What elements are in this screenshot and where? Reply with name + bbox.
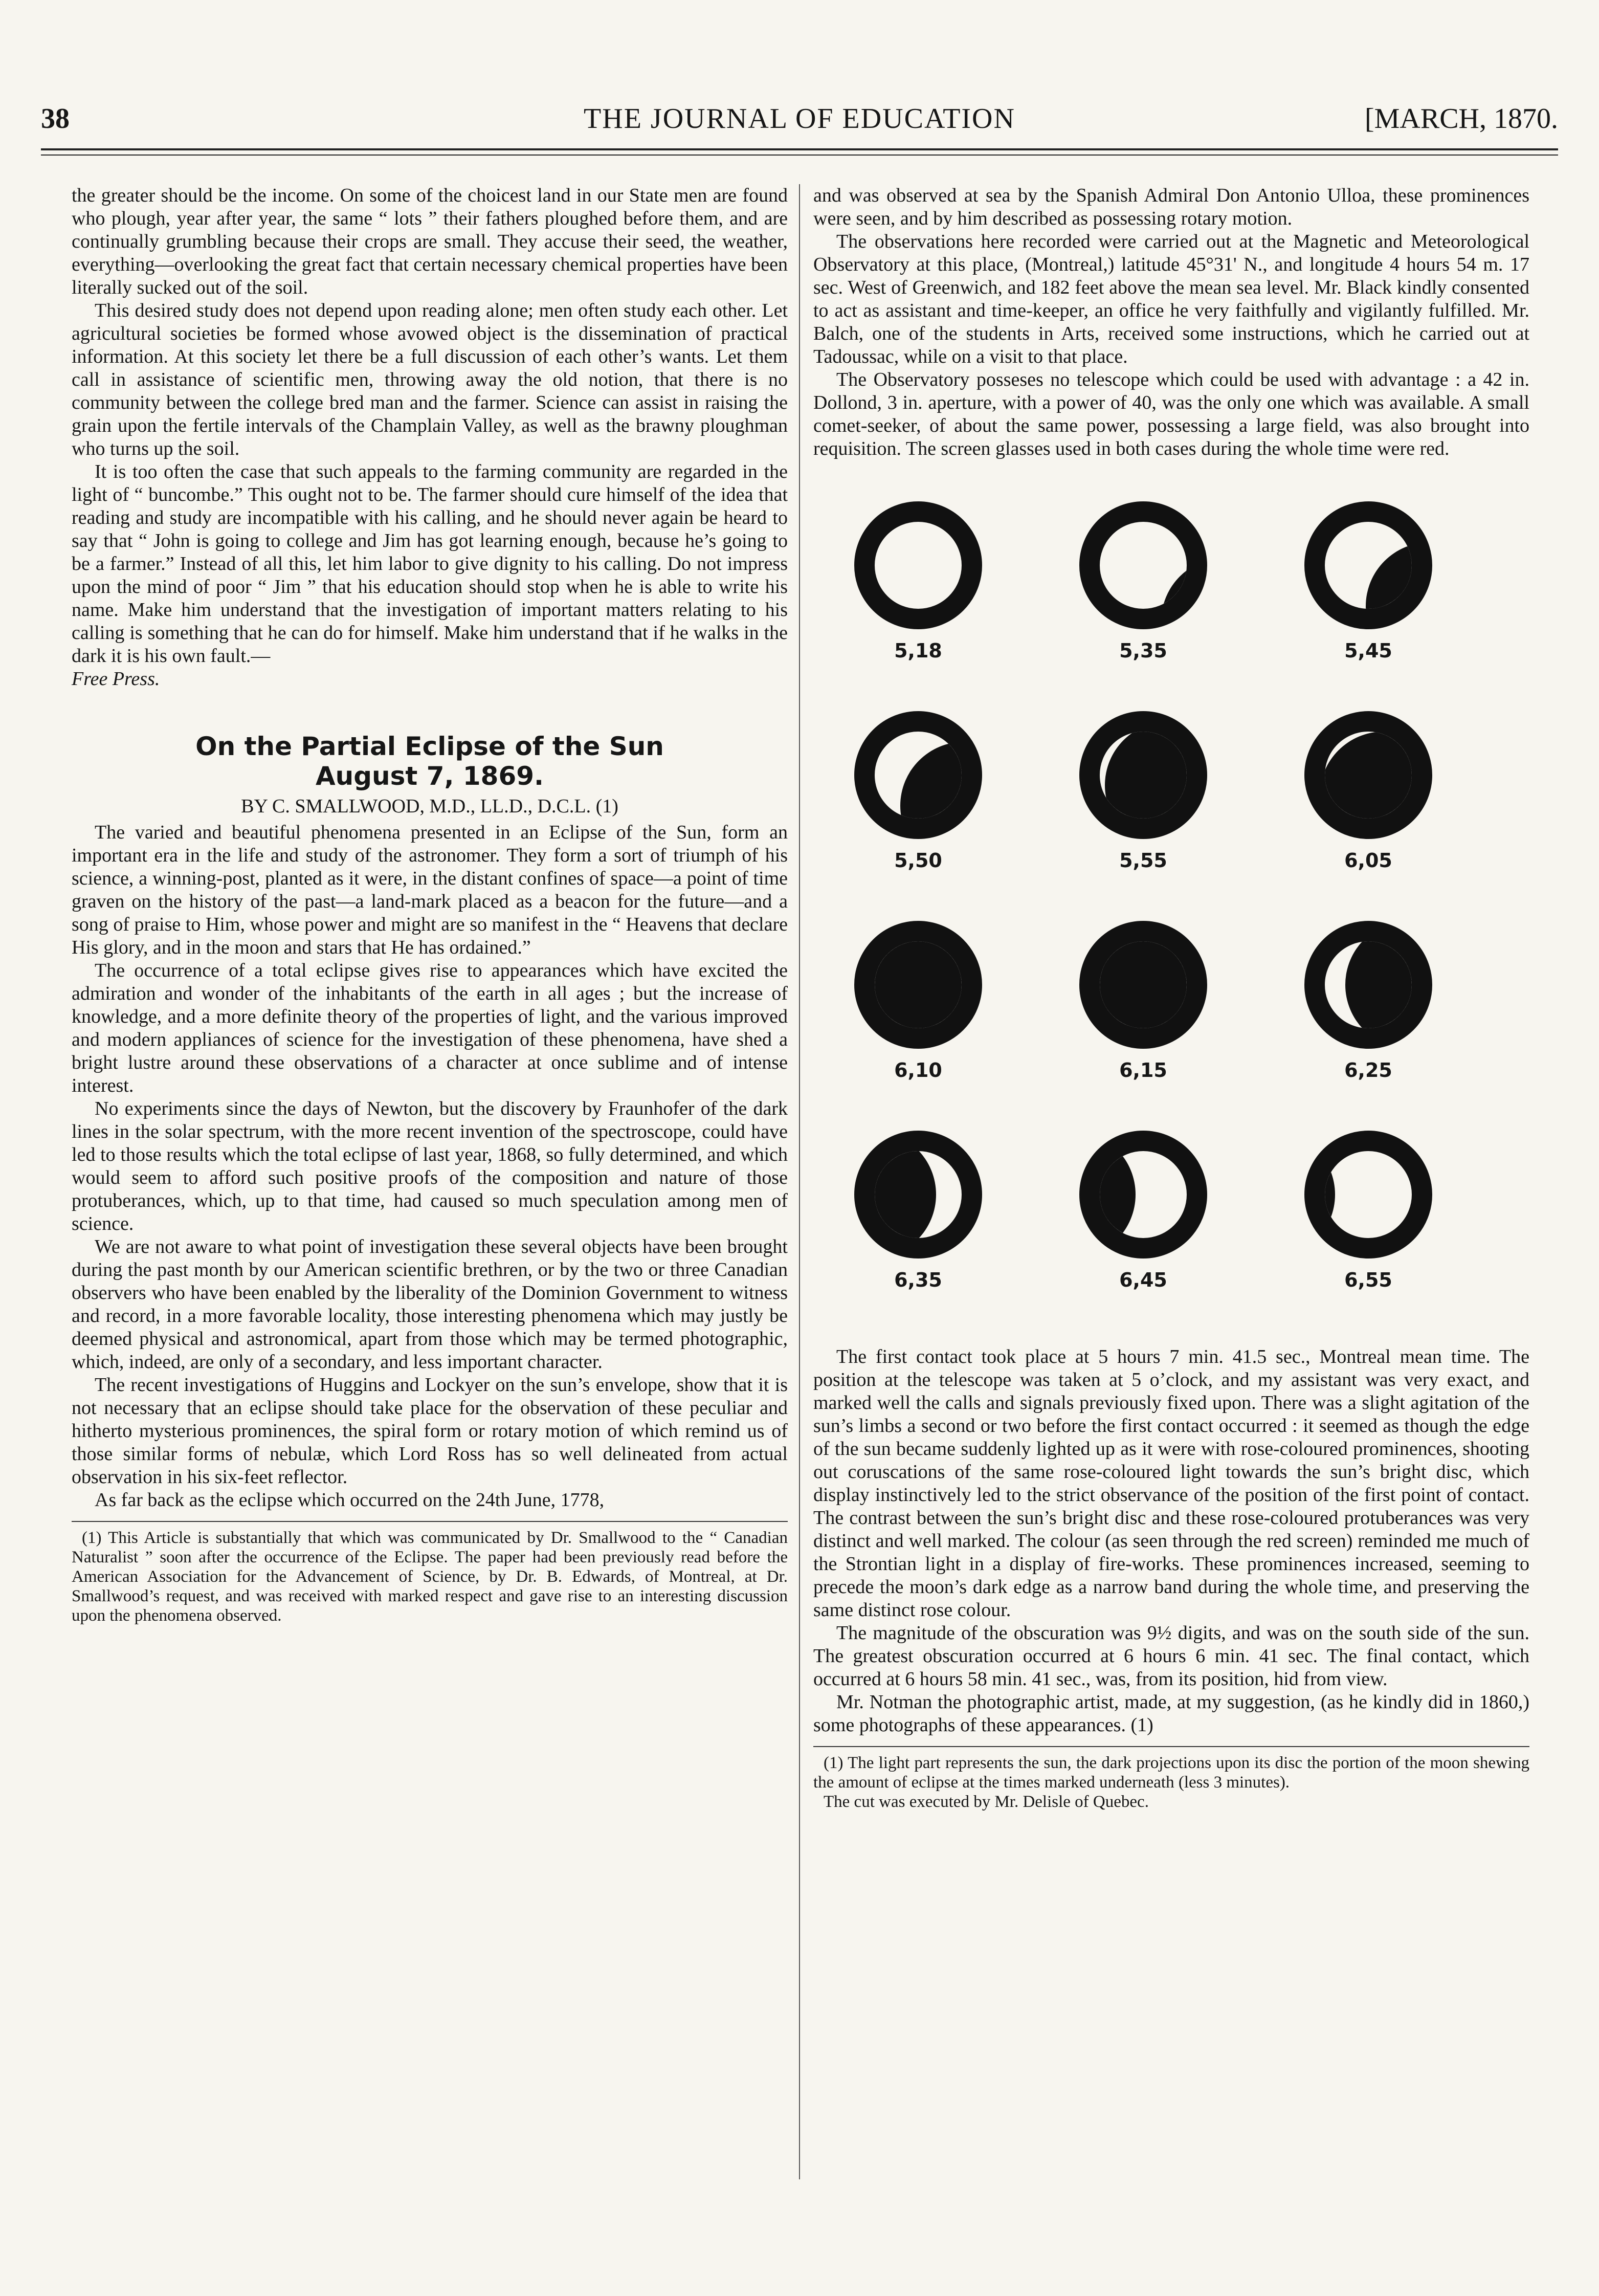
eclipse-phase-label: 5,55 [1119,849,1167,872]
paragraph: Mr. Notman the photographic artist, made, at my suggestion, (as he kindly did in 1860,) some photographs of these appearances. (1) [813,1691,1529,1736]
eclipse-phase-disc [1304,921,1432,1049]
eclipse-phase-label: 5,50 [894,849,942,872]
eclipse-phase-label: 6,15 [1119,1059,1167,1081]
paragraph: The occurrence of a total eclipse gives rise to appearances which have excited the admiration and wonder of the inhabitants of the earth in all ages ; but the increase of knowledge, and a more definite theory of the properties of light, and the various improved and modern appliances of science for the investigation of these phenomena, have shed a bright lustre around these observations of a character at once sublime and of intense interest. [72,960,788,1096]
issue-date: [MARCH, 1870. [1364,103,1558,135]
footnote [813,1746,1529,1812]
moon-shadow [962,573,982,629]
moon-shadow [1079,1131,1136,1259]
footnote-text: (1) The light part represents the sun, the dark projections upon its disc the portion of the moon shewing the amount of eclipse at the times marked underneath (less 3 minutes). [813,1754,1529,1792]
footnote-text: (1) This Article is substantially that which was communicated by Dr. Smallwood to the “ Canadian Naturalist ” soon after the occurrence of the Eclipse. The paper had been previously read before the American Association for the Advancement of Science, by Dr. B. Edwards, of Montreal, at Dr. Smallwood’s request, and was received with marked respect and gave rise to an interesting discussion upon the phenomena observed. [72,1529,788,1625]
paragraph: As far back as the eclipse which occurred on the 24th June, 1778, [95,1489,605,1511]
eclipse-phase-disc [1304,501,1432,629]
eclipse-phase-disc [854,711,982,839]
moon-shadow [1079,921,1202,1044]
eclipse-phase-disc [854,501,982,629]
moon-shadow [1320,732,1432,839]
paragraph: The varied and beautiful phenomena presented in an Eclipse of the Sun, form an important era in the life and study of the astronomer. They form a sort of triumph of his science, a winning-post, planted as it were, in the distant confines of space—a point of time graven on the history of the past—a land-mark placed as a beacon for the future—and a song of praise to Him, whose power and might are so manifest in the “ Heavens that declare His glory, and in the moon and stars that He has ordained.” [72,822,788,958]
eclipse-phase-label: 6,55 [1344,1269,1392,1291]
header-rule-thin [41,154,1558,156]
eclipse-phase-disc [854,921,982,1049]
paragraph: We are not aware to what point of investigation these several objects have been brought during the past month by our American scientific brethren, or by the two or three Canadian observers who have been enabled by the liberality of the Dominion Government to witness and record, in a more favorable locality, those interesting phenomena which may justly be deemed physical and astronomical, apart from those which may be termed photographic, which, indeed, are only of a secondary, and less important character. [72,1236,788,1373]
eclipse-figure [813,486,1529,1335]
journal-title: THE JOURNAL OF EDUCATION [584,103,1015,135]
eclipse-phase-label: 6,25 [1344,1059,1392,1081]
moon-shadow [1366,542,1432,629]
paragraph: and was observed at sea by the Spanish Admiral Don Antonio Ulloa, these prominences were seen, and by him described as possessing rotary motion. [813,185,1529,229]
eclipse-phase-disc [1079,711,1207,839]
article-title-line2: August 7, 1869. [315,761,544,791]
right-column [813,184,1529,1812]
eclipse-phase-label: 6,10 [894,1059,942,1081]
left-column [72,184,788,1625]
moon-shadow [1304,1131,1335,1259]
eclipse-phase-disc [854,1131,982,1259]
source-name: Free Press. [72,668,160,690]
paragraph: It is too often the case that such appeals to the farming community are regarded in the light of “ buncombe.” This ought not to be. The farmer should cure himself of the idea that reading and study are incompatible with his calling, and he should never again be heard to say that “ John is going to college and Jim has got learning enough, because he’s going to be a farmer.” Instead of all this, let him labor to give dignity to his calling. Do not impress upon the mind of poor “ Jim ” that his education should stop when he is able to write his name. Make him understand that the investigation of important matters relating to his calling is something that he can do for himself. Make him understand that if he walks in the dark it is his own fault.— [72,461,788,667]
eclipse-phase-label: 5,45 [1344,639,1392,662]
paragraph: The recent investigations of Huggins and Lockyer on the sun’s envelope, show that it is not necessary that an eclipse should take place for the observation of these peculiar and hitherto mysterious prominences, the spiral form or rotary motion of which remind us of those similar forms of nebulæ, which Lord Ross has so well delineated from actual observation in his six-feet reflector. [72,1374,788,1488]
eclipse-phase-disc [1079,921,1207,1049]
eclipse-phase-disc [1304,1131,1432,1259]
paragraph: The magnitude of the obscuration was 9½ digits, and was on the south side of the sun. The greatest obscuration occurred at 6 hours 6 min. 41 sec. The final contact, which occurred at 6 hours 58 min. 41 sec., was, from its position, hid from view. [813,1622,1529,1690]
column-divider [799,184,800,2179]
eclipse-phase-disc [1304,711,1432,839]
header-rule [41,148,1558,150]
eclipse-phase-disc [1079,1131,1207,1259]
moon-shadow [900,742,982,839]
moon-shadow [1345,921,1432,1049]
byline: BY C. SMALLWOOD, M.D., LL.D., D.C.L. (1) [241,796,618,817]
moon-shadow [1105,721,1207,839]
eclipse-phase-label: 5,18 [894,639,942,662]
moon-shadow [854,1131,936,1259]
eclipse-phase-label: 6,45 [1119,1269,1167,1291]
footnote [72,1521,788,1625]
article-title-line1: On the Partial Eclipse of the Sun [195,732,664,761]
paragraph: The Observatory posseses no telescope which could be used with advantage : a 42 in. Dollond, 3 in. aperture, with a power of 40, was the only one which was available. A small comet-seeker, of about the same power, possessing a large field, was also brought into requisition. The screen glasses used in both cases during the whole time were red. [813,369,1529,459]
eclipse-phase-label: 6,35 [894,1269,942,1291]
eclipse-phase-disc [1079,501,1207,629]
eclipse-phase-label: 6,05 [1344,849,1392,872]
paragraph: the greater should be the income. On some of the choicest land in our State men are found who plough, year after year, the same “ lots ” their fathers ploughed before them, and are continually grumbling because their crops are small. They accuse their seed, the weather, everything—overlooking the great fact that certain necessary chemical properties have been literally sucked out of the soil. [72,185,788,298]
moon-shadow [854,921,972,1049]
cut-note: The cut was executed by Mr. Delisle of Quebec. [824,1793,1149,1811]
paragraph: The observations here recorded were carried out at the Magnetic and Meteorological Observatory at this place, (Montreal,) latitude 45°31' N., and longitude 4 hours 54 m. 17 sec. West of Greenwich, and 182 feet above the mean sea level. Mr. Black kindly consented to act as assistant and time-keeper, an office he very faithfully and vigilantly fulfilled. Mr. Balch, one of the students in Arts, received some instructions, which he carried out at Tadoussac, while on a visit to that place. [813,231,1529,367]
paragraph: The first contact took place at 5 hours 7 min. 41.5 sec., Montreal mean time. The position at the telescope was taken at 5 o’clock, and my assistant was very exact, and marked well the calls and signals previously fixed upon. There was a slight agitation of the sun’s limbs a second or two before the first contact occurred : it seemed as though the edge of the sun became suddenly lighted up as it were with rose-coloured prominences, shooting out coruscations of the same rose-coloured light towards the sun’s bright disc, which display instinctively led to the strict observance of the position of the first point of contact. The contrast between the sun’s bright disc and these rose-coloured protuberances was very distinct and well marked. The colour (as seen through the red screen) reminded me much of the Strontian light in a display of fire-works. These prominences increased, seeming to precede the moon’s dark edge as a narrow band during the whole time, and preserving the same distinct rose colour. [813,1346,1529,1621]
paragraph: No experiments since the days of Newton, but the discovery by Fraunhofer of the dark lines in the solar spectrum, with the more recent invention of the spectroscope, could have led to those results which the total eclipse of last year, 1868, so fully determined, and which would seem to afford such positive proofs of the composition and nature of those protuberances, which, up to that time, had caused so much speculation among men of science. [72,1098,788,1234]
article-title [72,732,788,791]
paragraph: This desired study does not depend upon reading alone; men often study each other. Let agricultural societies be formed whose avowed object is the dissemination of practical information. At this society let there be a full discussion of each other’s wants. Let them call in assistance of scientific men, throwing away the old notion, that there is no community between the college bred man and the farmer. Science can assist in raising the grain upon the fertile intervals of the Champlain Valley, as well as the brawny ploughman who turns up the soil. [72,300,788,459]
eclipse-phase-label: 5,35 [1119,639,1167,662]
moon-shadow [1161,558,1207,629]
source-attribution [72,668,788,691]
page-number: 38 [41,103,70,135]
page-header [41,102,1558,138]
